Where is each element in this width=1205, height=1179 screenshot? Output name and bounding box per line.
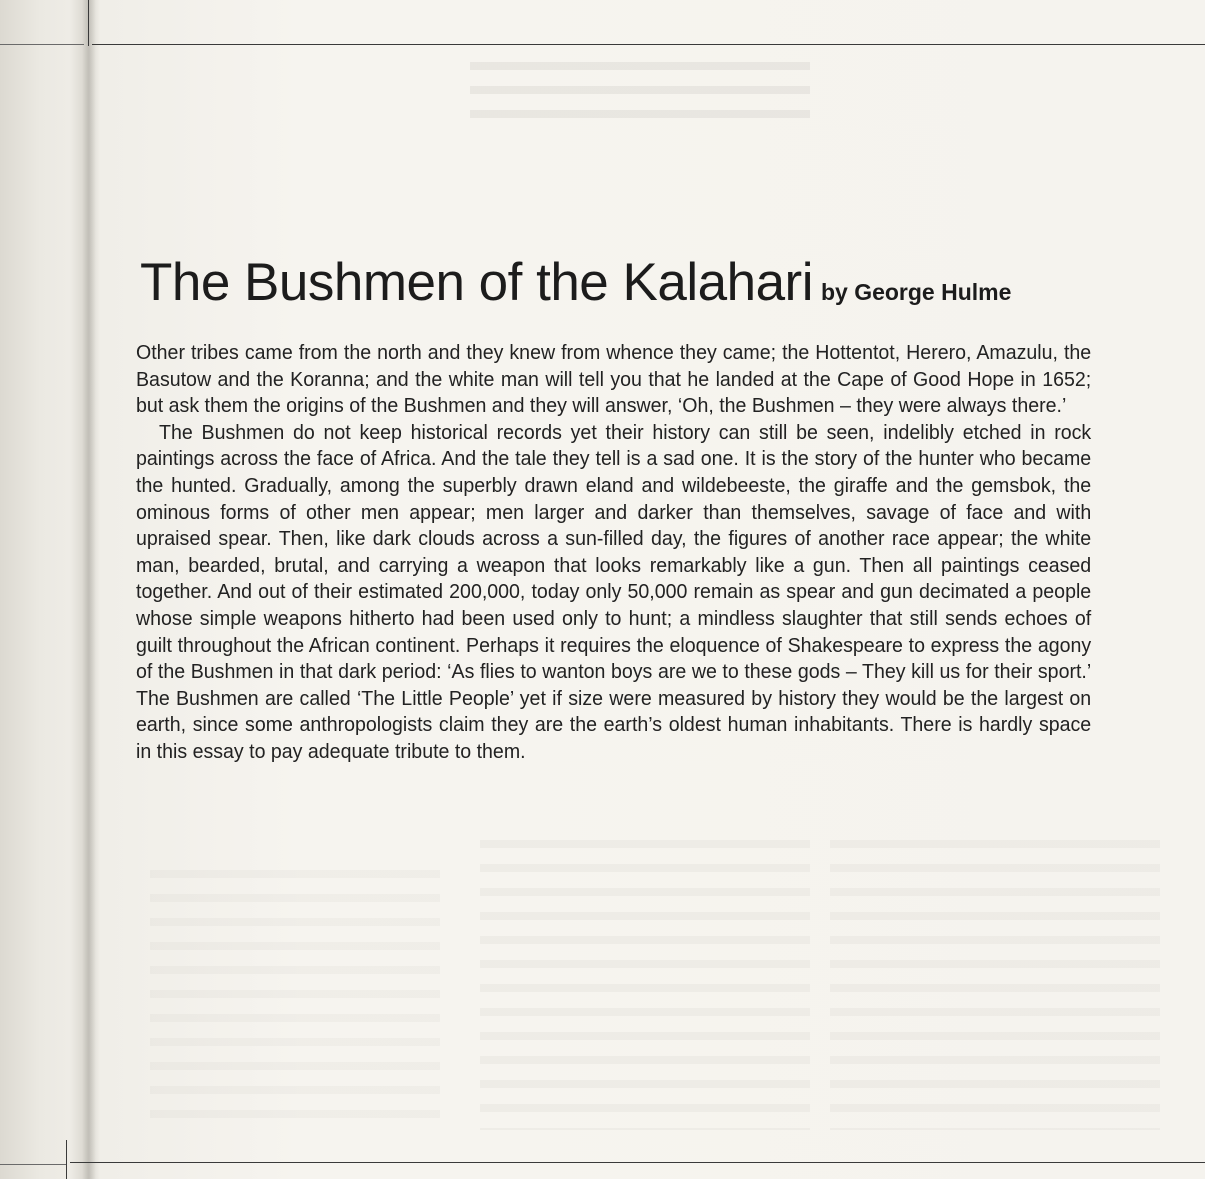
show-through-block-middle — [480, 840, 810, 1130]
spine-shadow — [82, 0, 96, 1179]
article-title: The Bushmen of the Kalahari — [140, 253, 813, 312]
bottom-corner-line — [66, 1140, 67, 1179]
bottom-rule — [70, 1162, 1205, 1163]
bottom-rule-left — [0, 1164, 66, 1165]
show-through-block-right — [830, 840, 1160, 1130]
article-heading — [140, 252, 1140, 313]
article-byline: by George Hulme — [820, 279, 1012, 305]
top-rule — [92, 44, 1205, 45]
article-paragraph-1: Other tribes came from the north and they knew from whence they came; the Hottentot, Herero, Amazulu, the Basutow and the Koranna; and the white man will tell you that he landed at the Cape of Good Hope in 1652; but ask them the origins of the Bushmen and they will answer, ‘Oh, the Bushmen – they were always there.’ — [136, 342, 1092, 418]
show-through-block-top — [470, 62, 810, 126]
article-body — [136, 340, 1091, 766]
top-corner-line — [88, 0, 89, 46]
show-through-block-left — [150, 870, 440, 1120]
article-paragraph-2: The Bushmen do not keep historical records yet their history can still be seen, indelibly etched in rock paintings across the face of Africa. And the tale they tell is a sad one. It is the story of the hunter who became the hunted. Gradually, among the superbly drawn eland and wildebeeste, the giraffe and the gemsbok, the ominous forms of other men appear; men larger and darker than themselves, savage of face and with upraised spear. Then, like dark clouds across a sun-filled day, the figures of another race appear; the white man, bearded, brutal, and carrying a weapon that looks remarkably like a gun. Then all paintings ceased together. And out of their estimated 200,000, today only 50,000 remain as spear and gun decimated a people whose simple weapons hitherto had been used only to hunt; a mindless slaughter that still sends echoes of guilt throughout the African continent. Perhaps it requires the eloquence of Shakespeare to express the agony of the Bushmen in that dark period: ‘As flies to wanton boys are we to these gods – They kill us for their sport.’ The Bushmen are called ‘The Little People’ yet if size were measured by history they would be the largest on earth, since some anthropologists claim they are the earth’s oldest human inhabitants. There is hardly space in this essay to pay adequate tribute to them. — [136, 421, 1092, 763]
top-rule-left — [0, 44, 84, 45]
